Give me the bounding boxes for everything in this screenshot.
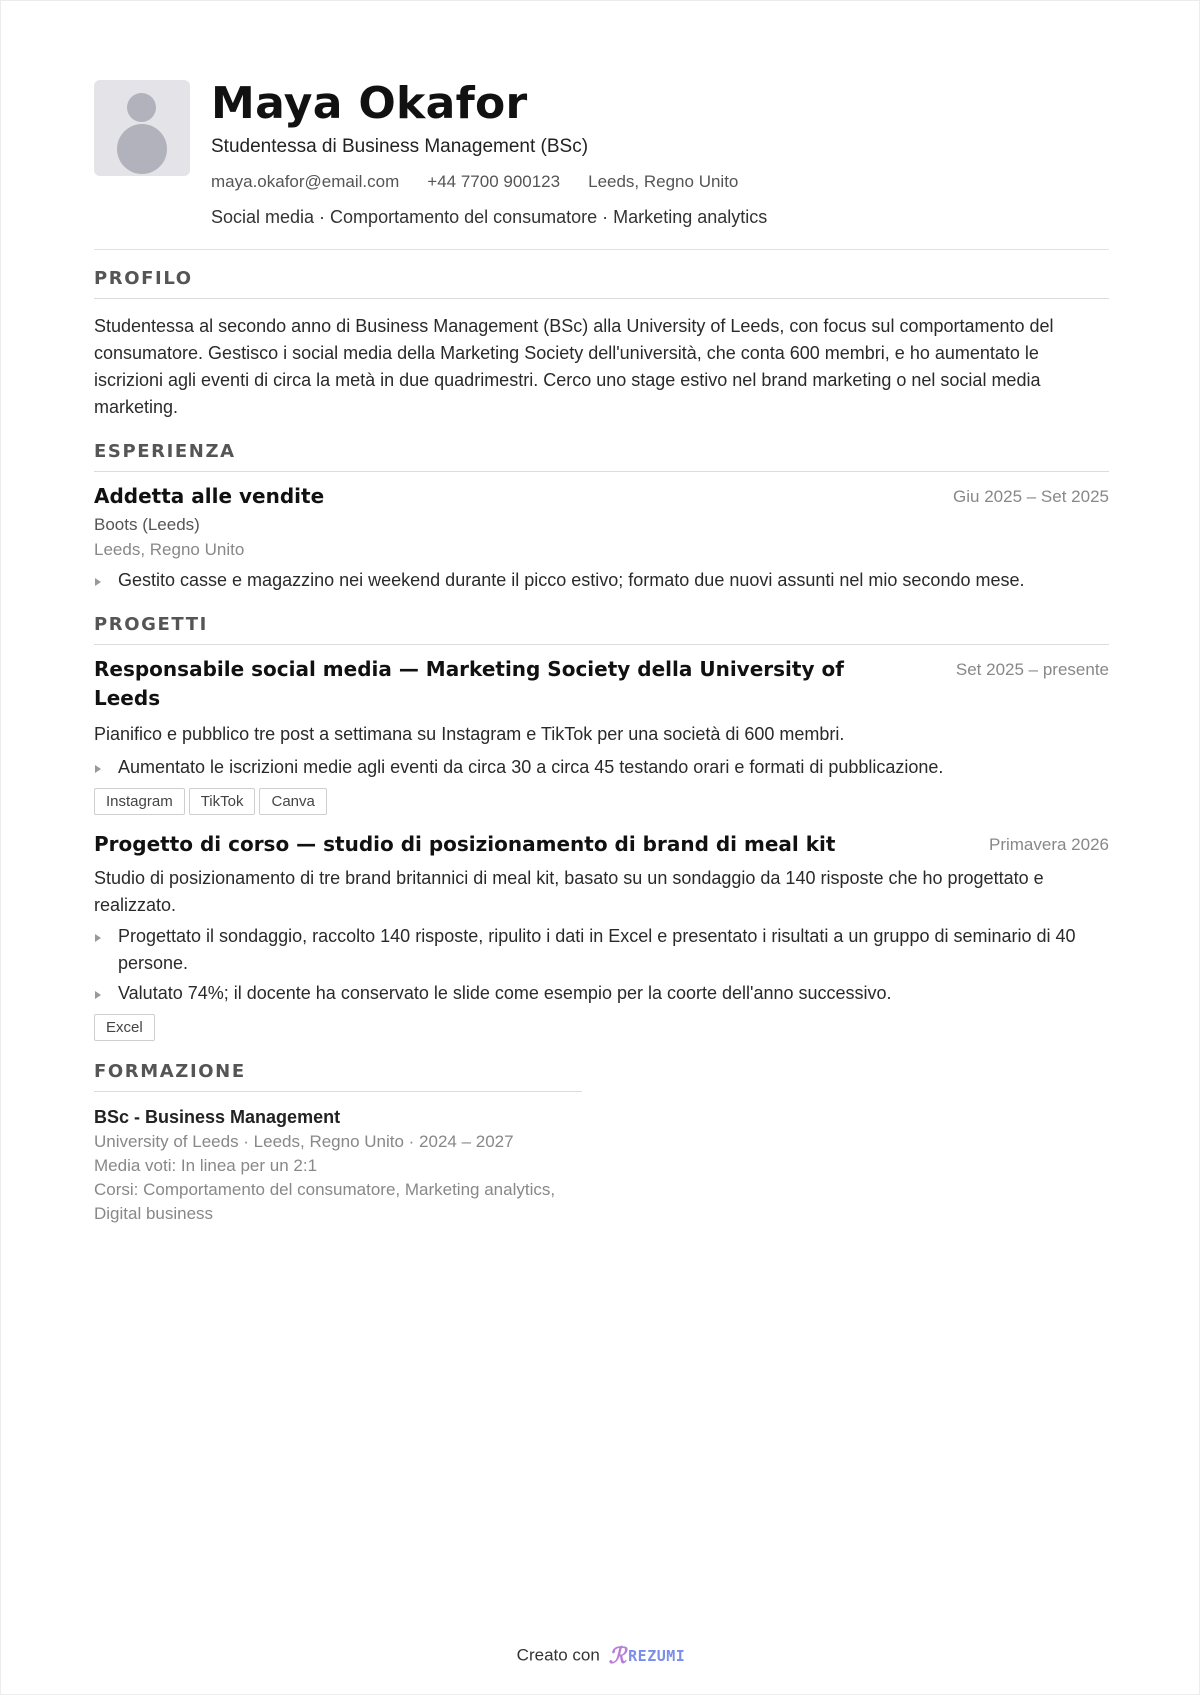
header-divider [94,249,1109,250]
candidate-tagline: Studentessa di Business Management (BSc) [211,136,589,157]
bullet-triangle-icon [95,934,101,942]
project-dates: Primavera 2026 [988,835,1109,854]
rezumi-logo[interactable] [609,1645,686,1667]
section-title-projects: PROGETTI [94,614,1109,645]
skill-tag: Instagram [94,788,185,815]
footer [1,1645,1200,1667]
courses-line: Corsi: Comportamento del consumatore, Marketing analytics, Digital business [94,1180,556,1223]
project-dates: Set 2025 – presente [955,660,1109,679]
interests-line: Social media · Comportamento del consumatore · Marketing analytics [211,207,768,227]
skill-tag: Canva [259,788,326,815]
skill-tag: Excel [94,1014,155,1041]
project-title: Responsabile social media — Marketing Society della University of Leeds [94,657,844,710]
project-tags [94,1014,1109,1041]
avatar-head [127,93,156,122]
resume-content [94,80,1109,1226]
job-location: Leeds, Regno Unito [94,540,245,559]
profile-section [94,268,1109,421]
profile-text: Studentessa al secondo anno di Business Management (BSc) alla University of Leeds, con focus sul comportamento del consumatore. Gestisco i social media della Marketing Society dell'università, che conta 600 membri, e ho aumentato le iscrizioni agli eventi di circa la metà in due quadrimestri. Cerco uno stage estivo nel brand marketing o nel social media marketing. [94,316,1054,417]
bullet-triangle-icon [95,765,101,773]
entry-header [94,830,1109,859]
project-entry [94,655,1109,815]
project-tags [94,788,1109,815]
list-item: Valutato 74%; il docente ha conservato le slide come esempio per la coorte dell'anno successivo. [94,980,1109,1007]
bullet-triangle-icon [95,578,101,586]
header-info [211,80,1109,229]
section-title-experience: ESPERIENZA [94,441,1109,472]
footer-created-with: Creato con [516,1645,600,1665]
project-bullets [94,923,1109,1007]
grade-line: Media voti: In linea per un 2:1 [94,1156,318,1175]
contact-location: Leeds, Regno Unito [588,172,739,191]
list-item: Aumentato le iscrizioni medie agli eventi da circa 30 a circa 45 testando orari e formati di pubblicazione. [94,754,1109,781]
job-role: Addetta alle vendite [94,484,325,508]
school-line: University of Leeds · Leeds, Regno Unito · 2024 – 2027 [94,1132,514,1151]
section-title-profile: PROFILO [94,268,1109,299]
project-description: Pianifico e pubblico tre post a settimana su Instagram e TikTok per una società di 600 membri. [94,724,845,744]
job-bullets [94,567,1109,594]
rezumi-logo-text: REZUMI [628,1647,686,1665]
contact-row [211,171,1109,193]
resume-header [94,80,1109,229]
education-entry [94,1105,582,1226]
contact-phone[interactable]: +44 7700 900123 [427,172,561,191]
entry-header [94,655,1109,713]
education-section [94,1061,582,1226]
job-dates: Giu 2025 – Set 2025 [953,487,1109,506]
experience-entry [94,482,1109,594]
list-item: Gestito casse e magazzino nei weekend durante il picco estivo; formato due nuovi assunti nel mio secondo mese. [94,567,1109,594]
avatar-body [117,124,167,174]
project-entry [94,830,1109,1041]
bullet-triangle-icon [95,991,101,999]
avatar-placeholder-icon [94,80,190,176]
job-company: Boots (Leeds) [94,515,200,534]
project-bullets [94,754,1109,781]
contact-email[interactable]: maya.okafor@email.com [211,172,400,191]
skill-tag: TikTok [189,788,256,815]
experience-section [94,441,1109,594]
section-title-education: FORMAZIONE [94,1061,582,1092]
rezumi-logo-icon: ℛ [608,1643,627,1669]
candidate-name: Maya Okafor [211,78,528,129]
project-title: Progetto di corso — studio di posizionamento di brand di meal kit [94,832,836,856]
list-item: Progettato il sondaggio, raccolto 140 risposte, ripulito i dati in Excel e presentato i risultati a un gruppo di seminario di 40 persone. [94,923,1109,977]
entry-header [94,482,1109,511]
projects-section [94,614,1109,1041]
degree-title: BSc - Business Management [94,1107,341,1127]
project-description: Studio di posizionamento di tre brand britannici di meal kit, basato su un sondaggio da 140 risposte che ho progettato e realizzato. [94,868,1044,915]
